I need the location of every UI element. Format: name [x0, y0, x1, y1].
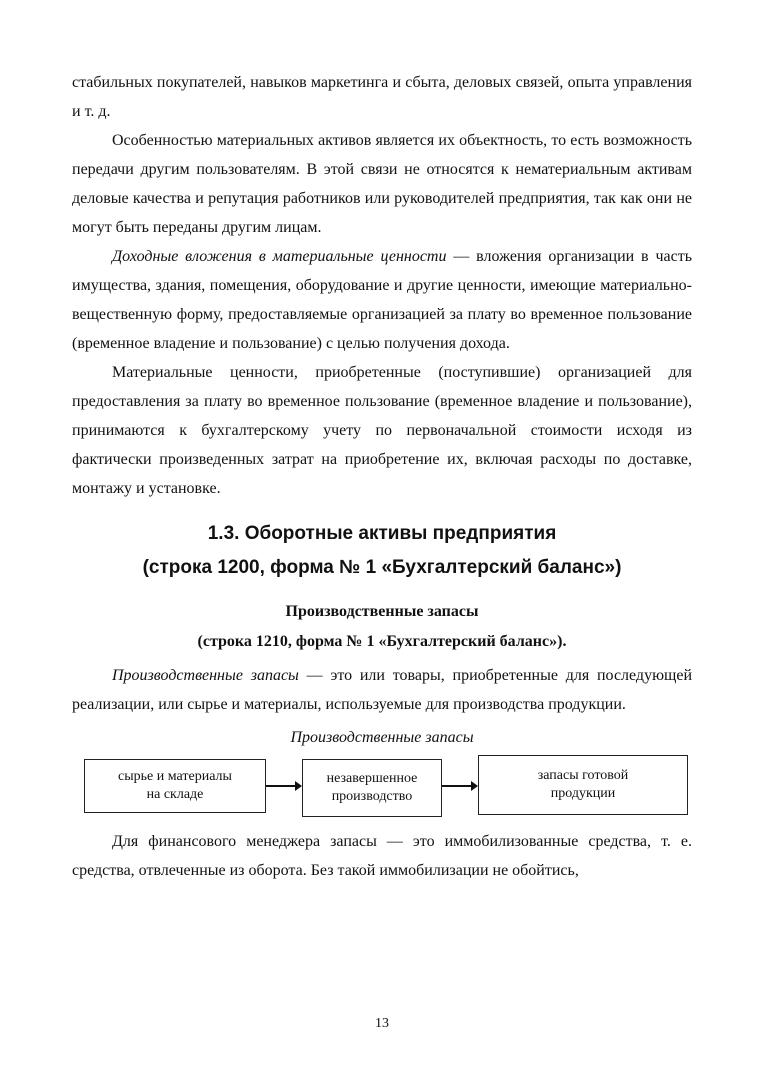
section-title-line-2: (строка 1200, форма № 1 «Бухгалтерский баланс»)	[142, 557, 622, 578]
box2-line2: производство	[331, 789, 413, 804]
arrow-right-icon	[266, 785, 300, 787]
paragraph-3-text: — вложения организации в часть имущества, здания, помещения, оборудование и другие ценности, имеющие материально-вещественную форму, предоставляемые организацией за плату во временное пользование (временное владение и пользование) с целью получения дохода.	[72, 248, 692, 352]
diagram-box-raw-materials	[84, 759, 266, 813]
diagram-box-work-in-progress	[302, 759, 442, 817]
box1-line1: сырье и материалы	[118, 769, 232, 784]
page-number: 13	[375, 1016, 389, 1031]
paragraph-6: Для финансового менеджера запасы — это иммобилизованные средства, т. е. средства, отвлеченные из оборота. Без такой иммобилизации не обойтись,	[72, 833, 692, 879]
box2-line1: незавершенное	[326, 771, 418, 786]
diagram-title: Производственные запасы	[290, 729, 474, 746]
subsection-title-line-2: (строка 1210, форма № 1 «Бухгалтерский баланс»).	[197, 633, 567, 650]
flow-diagram	[72, 755, 692, 827]
box3-line2: продукции	[550, 786, 616, 801]
section-title-line-1: 1.3. Оборотные активы предприятия	[207, 523, 557, 544]
subsection-title-line-1: Производственные запасы	[285, 603, 479, 620]
page-content	[72, 68, 692, 885]
paragraph-2: Особенностью материальных активов является их объектность, то есть возможность передачи другим пользователям. В этой связи не относятся к нематериальным активам деловые качества и репутация работников или руководителей предприятия, так как они не могут быть переданы другим лицам.	[72, 132, 692, 236]
paragraph-1: стабильных покупателей, навыков маркетинга и сбыта, деловых связей, опыта управления и т. д.	[72, 74, 692, 120]
paragraph-5	[72, 661, 692, 719]
diagram-box-finished-goods	[478, 755, 688, 815]
paragraph-4: Материальные ценности, приобретенные (поступившие) организацией для предоставления за плату во временное пользование (временное владение и пользование), принимаются к бухгалтерскому учету по первоначальной стоимости исходя из фактически произведенных затрат на приобретение их, включая расходы по доставке, монтажу и установке.	[72, 364, 692, 497]
arrow-right-icon	[442, 785, 476, 787]
box3-line1: запасы готовой	[537, 768, 629, 783]
paragraph-5-text: — это или товары, приобретенные для последующей реализации, или сырье и материалы, используемые для производства продукции.	[72, 667, 693, 713]
term-income-investments: Доходные вложения в материальные ценности	[112, 248, 447, 265]
paragraph-3	[72, 242, 692, 358]
box1-line2: на складе	[146, 787, 204, 802]
term-production-stocks: Производственные запасы	[112, 667, 299, 684]
